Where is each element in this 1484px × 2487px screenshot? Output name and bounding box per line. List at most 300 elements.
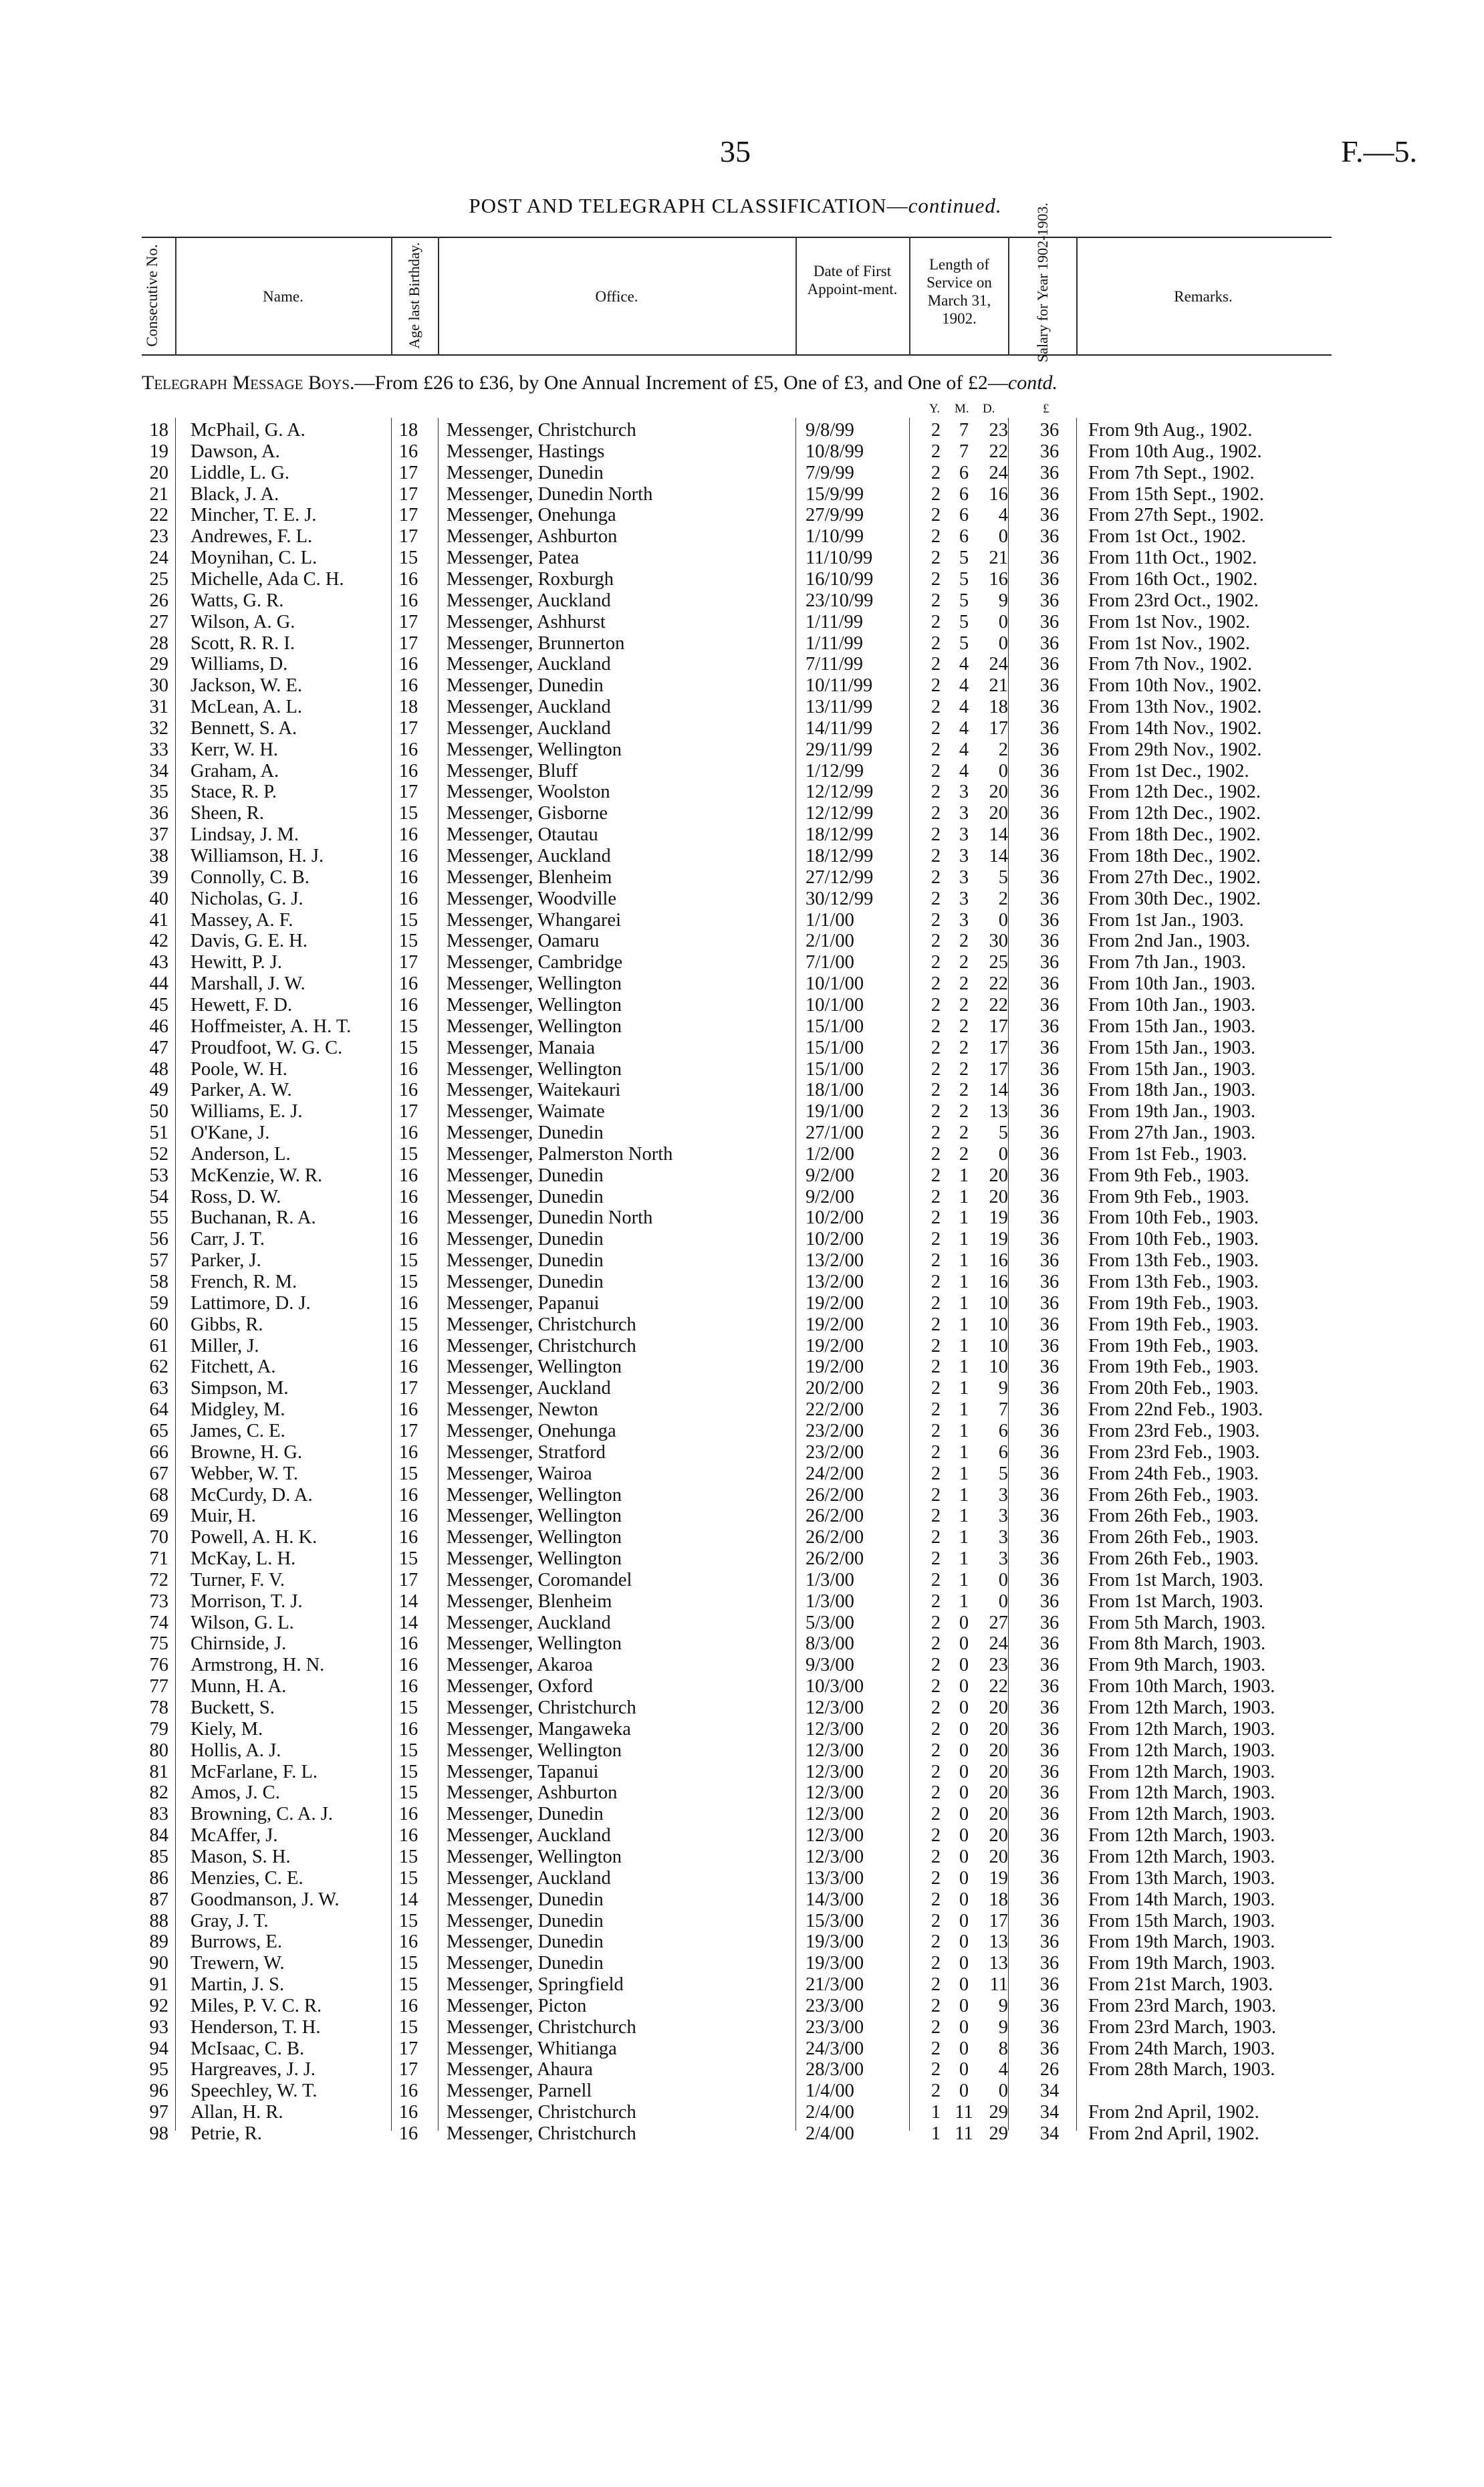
row-years: 2 [931, 675, 941, 697]
row-date: 10/11/99 [806, 675, 873, 697]
row-years: 2 [931, 1143, 941, 1165]
row-salary: 34 [1039, 2081, 1060, 2102]
row-years: 2 [931, 697, 941, 718]
table-row [0, 1697, 1484, 1719]
table-row [0, 1911, 1484, 1932]
row-name: Chirnside, J. [191, 1633, 287, 1655]
row-date: 22/2/00 [806, 1399, 864, 1421]
table-row [0, 761, 1484, 782]
row-date: 27/9/99 [806, 505, 864, 526]
row-date: 18/1/00 [806, 1080, 864, 1101]
row-number: 59 [149, 1292, 168, 1314]
row-remarks: From 19th Feb., 1903. [1088, 1314, 1259, 1335]
row-years: 2 [931, 846, 941, 866]
row-remarks: From 15th March, 1903. [1088, 1910, 1275, 1931]
row-salary: 36 [1039, 611, 1060, 632]
row-months: 4 [959, 675, 969, 697]
row-salary: 36 [1039, 909, 1060, 931]
table-row [0, 1336, 1484, 1357]
row-months: 0 [959, 1633, 969, 1655]
row-salary: 36 [1039, 1846, 1060, 1867]
row-age: 15 [398, 548, 418, 569]
row-remarks: From 12th March, 1903. [1088, 1718, 1275, 1740]
row-office: Messenger, Newton [447, 1399, 598, 1421]
page-code: F.—5. [1341, 134, 1417, 168]
row-months: 0 [959, 2016, 969, 2038]
row-years: 2 [931, 1207, 941, 1229]
row-remarks: From 19th March, 1903. [1088, 1953, 1275, 1974]
row-name: Gray, J. T. [191, 1910, 269, 1931]
row-office: Messenger, Dunedin [447, 1804, 604, 1825]
row-number: 35 [149, 782, 168, 803]
row-age: 17 [398, 717, 418, 739]
row-years: 2 [931, 632, 941, 654]
row-months: 1 [959, 1590, 969, 1612]
row-date: 23/2/00 [806, 1441, 864, 1463]
row-number: 31 [149, 697, 168, 718]
row-remarks: From 18th Dec., 1902. [1088, 846, 1261, 866]
row-remarks: From 1st Feb., 1903. [1088, 1143, 1247, 1165]
row-number: 20 [149, 462, 168, 483]
row-name: Moynihan, C. L. [191, 548, 318, 569]
row-date: 10/8/99 [806, 441, 864, 462]
row-date: 14/11/99 [806, 717, 873, 739]
row-date: 10/2/00 [806, 1207, 864, 1229]
row-name: Burrows, E. [191, 1931, 282, 1953]
row-salary: 36 [1039, 1037, 1060, 1058]
row-salary: 36 [1039, 1186, 1060, 1207]
title-continued: continued. [908, 194, 1002, 217]
row-months: 4 [959, 717, 969, 739]
row-office: Messenger, Dunedin [447, 675, 604, 697]
row-age: 14 [398, 1612, 418, 1633]
row-years: 2 [931, 1335, 941, 1356]
row-years: 2 [931, 1867, 941, 1889]
row-date: 2/1/00 [806, 931, 854, 952]
section-text: —From £26 to £36, by One Annual Increment of £5, One of £3, and One of £2— [354, 372, 1008, 394]
row-salary: 36 [1039, 1761, 1060, 1782]
row-months: 1 [959, 1548, 969, 1570]
row-years: 2 [931, 1633, 941, 1655]
row-days: 24 [989, 654, 1008, 675]
row-days: 5 [998, 1122, 1008, 1144]
table-row [0, 463, 1484, 484]
table-row [0, 1187, 1484, 1208]
row-age: 15 [398, 1250, 418, 1272]
row-days: 20 [989, 1186, 1008, 1207]
row-salary: 36 [1039, 1867, 1060, 1889]
row-date: 28/3/00 [806, 2059, 864, 2081]
row-months: 3 [959, 803, 969, 824]
row-number: 69 [149, 1506, 168, 1527]
table-row [0, 633, 1484, 655]
row-office: Messenger, Auckland [447, 717, 611, 739]
row-months: 4 [959, 739, 969, 760]
row-remarks: From 12th March, 1903. [1088, 1761, 1275, 1782]
table-row [0, 697, 1484, 718]
row-age: 17 [398, 462, 418, 483]
row-age: 15 [398, 1974, 418, 1996]
row-office: Messenger, Dunedin [447, 1272, 604, 1292]
row-age: 16 [398, 1229, 418, 1250]
row-date: 19/1/00 [806, 1101, 864, 1122]
row-name: Scott, R. R. I. [191, 632, 295, 654]
row-remarks: From 9th Aug., 1902. [1088, 420, 1253, 441]
table-row [0, 1293, 1484, 1314]
row-name: Petrie, R. [191, 2123, 262, 2144]
row-date: 9/8/99 [806, 420, 854, 441]
table-row [0, 1974, 1484, 1996]
row-date: 15/9/99 [806, 483, 864, 505]
row-number: 50 [149, 1101, 168, 1122]
row-age: 18 [398, 697, 418, 718]
row-salary: 36 [1039, 1122, 1060, 1144]
row-age: 15 [398, 1314, 418, 1335]
row-salary: 36 [1039, 824, 1060, 846]
row-years: 2 [931, 1910, 941, 1931]
row-office: Messenger, Dunedin North [447, 1207, 653, 1229]
row-office: Messenger, Auckland [447, 1825, 611, 1847]
row-salary: 36 [1039, 739, 1060, 760]
row-remarks: From 19th Feb., 1903. [1088, 1292, 1259, 1314]
row-months: 0 [959, 1697, 969, 1718]
row-age: 15 [398, 931, 418, 952]
row-months: 0 [959, 1740, 969, 1761]
row-days: 22 [989, 441, 1008, 462]
row-office: Messenger, Wellington [447, 1016, 622, 1037]
row-name: Munn, H. A. [191, 1676, 287, 1697]
row-age: 16 [398, 1207, 418, 1229]
row-number: 54 [149, 1186, 168, 1207]
row-salary: 36 [1039, 1655, 1060, 1676]
row-office: Messenger, Waitekauri [447, 1080, 621, 1101]
row-months: 7 [959, 441, 969, 462]
row-date: 16/10/99 [806, 568, 874, 590]
row-office: Messenger, Cambridge [447, 952, 623, 973]
row-number: 89 [149, 1931, 168, 1953]
row-office: Messenger, Blenheim [447, 1590, 612, 1612]
row-years: 2 [931, 1995, 941, 2016]
row-salary: 36 [1039, 1272, 1060, 1292]
row-age: 16 [398, 675, 418, 697]
row-days: 9 [998, 1378, 1008, 1399]
row-office: Messenger, Gisborne [447, 803, 608, 824]
row-date: 10/1/00 [806, 973, 864, 995]
row-date: 1/10/99 [806, 526, 864, 548]
row-salary: 36 [1039, 632, 1060, 654]
row-office: Messenger, Auckland [447, 1612, 611, 1633]
row-name: Morrison, T. J. [191, 1590, 303, 1612]
table-row [0, 1931, 1484, 1953]
row-months: 5 [959, 611, 969, 632]
row-remarks: From 12th March, 1903. [1088, 1782, 1275, 1804]
row-years: 2 [931, 1953, 941, 1974]
row-days: 5 [998, 866, 1008, 888]
row-years: 2 [931, 803, 941, 824]
row-months: 1 [959, 1441, 969, 1463]
row-office: Messenger, Coromandel [447, 1569, 632, 1590]
row-number: 33 [149, 739, 168, 760]
row-age: 16 [398, 846, 418, 866]
row-age: 16 [398, 568, 418, 590]
row-age: 18 [398, 420, 418, 441]
row-number: 49 [149, 1080, 168, 1101]
table-row [0, 782, 1484, 803]
row-years: 2 [931, 2016, 941, 2038]
row-number: 73 [149, 1590, 168, 1612]
row-number: 28 [149, 632, 168, 654]
row-salary: 36 [1039, 2038, 1060, 2059]
row-salary: 36 [1039, 1782, 1060, 1804]
row-remarks: From 23rd Oct., 1902. [1088, 590, 1259, 611]
row-date: 7/11/99 [806, 654, 864, 675]
row-years: 2 [931, 1569, 941, 1590]
row-office: Messenger, Mangaweka [447, 1718, 631, 1740]
row-office: Messenger, Picton [447, 1995, 587, 2016]
row-name: Proudfoot, W. G. C. [191, 1037, 343, 1058]
row-date: 13/2/00 [806, 1272, 864, 1292]
row-date: 1/11/99 [806, 632, 864, 654]
row-name: McPhail, G. A. [191, 420, 305, 441]
row-salary: 36 [1039, 782, 1060, 803]
row-months: 3 [959, 888, 969, 909]
table-row [0, 2102, 1484, 2123]
row-months: 5 [959, 590, 969, 611]
row-number: 82 [149, 1782, 168, 1804]
row-number: 65 [149, 1420, 168, 1441]
row-name: Lattimore, D. J. [191, 1292, 311, 1314]
row-date: 1/3/00 [806, 1569, 854, 1590]
table-row [0, 1165, 1484, 1187]
row-number: 68 [149, 1484, 168, 1506]
table-row [0, 2017, 1484, 2038]
row-age: 16 [398, 994, 418, 1016]
row-months: 2 [959, 1143, 969, 1165]
row-number: 72 [149, 1569, 168, 1590]
table-row [0, 1016, 1484, 1038]
row-number: 66 [149, 1441, 168, 1463]
row-months: 2 [959, 1016, 969, 1037]
table-row [0, 1250, 1484, 1272]
row-age: 17 [398, 505, 418, 526]
row-office: Messenger, Oamaru [447, 931, 600, 952]
row-months: 0 [959, 1782, 969, 1804]
row-number: 18 [149, 420, 168, 441]
table-row [0, 995, 1484, 1016]
row-years: 2 [931, 590, 941, 611]
row-office: Messenger, Auckland [447, 654, 611, 675]
row-name: Browne, H. G. [191, 1441, 303, 1463]
row-office: Messenger, Christchurch [447, 1697, 636, 1718]
row-remarks: From 2nd April, 1902. [1088, 2123, 1259, 2144]
row-office: Messenger, Stratford [447, 1441, 606, 1463]
row-days: 6 [998, 1420, 1008, 1441]
row-months: 1 [959, 1250, 969, 1272]
row-remarks: From 10th Jan., 1903. [1088, 973, 1256, 995]
row-days: 13 [989, 1953, 1008, 1974]
row-days: 21 [989, 675, 1008, 697]
row-years: 2 [931, 888, 941, 909]
row-days: 16 [989, 568, 1008, 590]
row-days: 30 [989, 931, 1008, 952]
row-months: 1 [959, 1527, 969, 1548]
row-years: 2 [931, 866, 941, 888]
row-date: 20/2/00 [806, 1378, 864, 1399]
row-age: 16 [398, 866, 418, 888]
row-age: 16 [398, 1356, 418, 1378]
row-name: Wilson, A. G. [191, 611, 295, 632]
row-remarks: From 1st Dec., 1902. [1088, 760, 1249, 782]
row-days: 8 [998, 2038, 1008, 2059]
row-days: 0 [998, 526, 1008, 548]
row-salary: 36 [1039, 505, 1060, 526]
row-age: 16 [398, 1080, 418, 1101]
row-days: 0 [998, 632, 1008, 654]
row-years: 2 [931, 1804, 941, 1825]
row-remarks: From 19th Feb., 1903. [1088, 1356, 1259, 1378]
row-name: Nicholas, G. J. [191, 888, 303, 909]
row-number: 95 [149, 2059, 168, 2081]
row-remarks: From 10th Jan., 1903. [1088, 994, 1256, 1016]
row-age: 17 [398, 2059, 418, 2081]
row-salary: 36 [1039, 1229, 1060, 1250]
row-months: 2 [959, 931, 969, 952]
section-contd: contd. [1007, 372, 1058, 394]
row-date: 12/3/00 [806, 1804, 864, 1825]
row-age: 15 [398, 1548, 418, 1570]
table-row [0, 1591, 1484, 1613]
row-number: 70 [149, 1527, 168, 1548]
row-number: 52 [149, 1143, 168, 1165]
row-number: 57 [149, 1250, 168, 1272]
row-months: 3 [959, 782, 969, 803]
row-months: 11 [955, 2123, 973, 2144]
row-days: 13 [989, 1101, 1008, 1122]
row-salary: 36 [1039, 1527, 1060, 1548]
row-date: 9/2/00 [806, 1186, 854, 1207]
row-months: 3 [959, 824, 969, 846]
row-salary: 36 [1039, 1463, 1060, 1484]
row-years: 2 [931, 1080, 941, 1101]
row-number: 42 [149, 931, 168, 952]
row-name: Turner, F. V. [191, 1569, 285, 1590]
table-row [0, 1548, 1484, 1570]
row-remarks: From 13th Feb., 1903. [1088, 1272, 1259, 1292]
row-name: Connolly, C. B. [191, 866, 310, 888]
row-salary: 36 [1039, 1740, 1060, 1761]
row-years: 2 [931, 1931, 941, 1953]
row-years: 2 [931, 1399, 941, 1421]
row-age: 16 [398, 1527, 418, 1548]
row-name: Williamson, H. J. [191, 846, 324, 866]
table-row [0, 973, 1484, 995]
row-salary: 36 [1039, 1974, 1060, 1996]
row-years: 2 [931, 1612, 941, 1633]
row-name: Buchanan, R. A. [191, 1207, 316, 1229]
row-remarks: From 12th March, 1903. [1088, 1846, 1275, 1867]
row-office: Messenger, Wellington [447, 1846, 622, 1867]
table-row [0, 846, 1484, 867]
row-days: 27 [989, 1612, 1008, 1633]
row-name: McAffer, J. [191, 1825, 278, 1847]
table-row [0, 1996, 1484, 2017]
row-date: 12/3/00 [806, 1697, 864, 1718]
row-months: 2 [959, 1101, 969, 1122]
row-name: McCurdy, D. A. [191, 1484, 313, 1506]
row-salary: 36 [1039, 1441, 1060, 1463]
row-remarks: From 1st Jan., 1903. [1088, 909, 1244, 931]
row-date: 2/4/00 [806, 2102, 854, 2123]
row-date: 15/1/00 [806, 1016, 864, 1037]
row-age: 16 [398, 824, 418, 846]
row-name: Speechley, W. T. [191, 2081, 318, 2102]
row-date: 12/12/99 [806, 782, 874, 803]
row-number: 38 [149, 846, 168, 866]
table-row [0, 824, 1484, 846]
row-name: Miles, P. V. C. R. [191, 1995, 322, 2016]
row-days: 10 [989, 1335, 1008, 1356]
row-days: 22 [989, 994, 1008, 1016]
row-months: 1 [959, 1272, 969, 1292]
row-years: 2 [931, 1165, 941, 1186]
table-row [0, 1314, 1484, 1336]
row-salary: 36 [1039, 483, 1060, 505]
row-date: 12/3/00 [806, 1825, 864, 1847]
table-row [0, 612, 1484, 633]
row-office: Messenger, Blenheim [447, 866, 612, 888]
row-number: 30 [149, 675, 168, 697]
row-name: Liddle, L. G. [191, 462, 290, 483]
table-row [0, 569, 1484, 590]
row-office: Messenger, Tapanui [447, 1761, 599, 1782]
row-months: 6 [959, 526, 969, 548]
row-age: 15 [398, 1740, 418, 1761]
row-office: Messenger, Dunedin [447, 1250, 604, 1272]
row-salary: 36 [1039, 1931, 1060, 1953]
row-days: 3 [998, 1548, 1008, 1570]
row-name: Amos, J. C. [191, 1782, 280, 1804]
row-name: Poole, W. H. [191, 1058, 287, 1080]
row-remarks: From 1st Nov., 1902. [1088, 632, 1250, 654]
row-age: 16 [398, 739, 418, 760]
row-number: 87 [149, 1889, 168, 1910]
row-number: 96 [149, 2081, 168, 2102]
row-office: Messenger, Auckland [447, 1378, 611, 1399]
row-office: Messenger, Hastings [447, 441, 605, 462]
row-number: 58 [149, 1272, 168, 1292]
row-office: Messenger, Dunedin [447, 1953, 604, 1974]
row-days: 25 [989, 952, 1008, 973]
row-days: 24 [989, 462, 1008, 483]
row-office: Messenger, Christchurch [447, 420, 636, 441]
row-months: 1 [959, 1229, 969, 1250]
row-salary: 36 [1039, 1292, 1060, 1314]
row-days: 10 [989, 1356, 1008, 1378]
row-salary: 36 [1039, 952, 1060, 973]
row-months: 1 [959, 1207, 969, 1229]
row-office: Messenger, Wellington [447, 994, 622, 1016]
header-length: Length of Service on March 31, 1902. [926, 256, 992, 327]
table-row [0, 803, 1484, 824]
row-days: 9 [998, 590, 1008, 611]
row-name: McIsaac, C. B. [191, 2038, 305, 2059]
row-age: 16 [398, 973, 418, 995]
row-years: 2 [931, 1314, 941, 1335]
row-days: 19 [989, 1229, 1008, 1250]
row-months: 1 [959, 1463, 969, 1484]
table-row [0, 1633, 1484, 1655]
row-salary: 36 [1039, 1314, 1060, 1335]
